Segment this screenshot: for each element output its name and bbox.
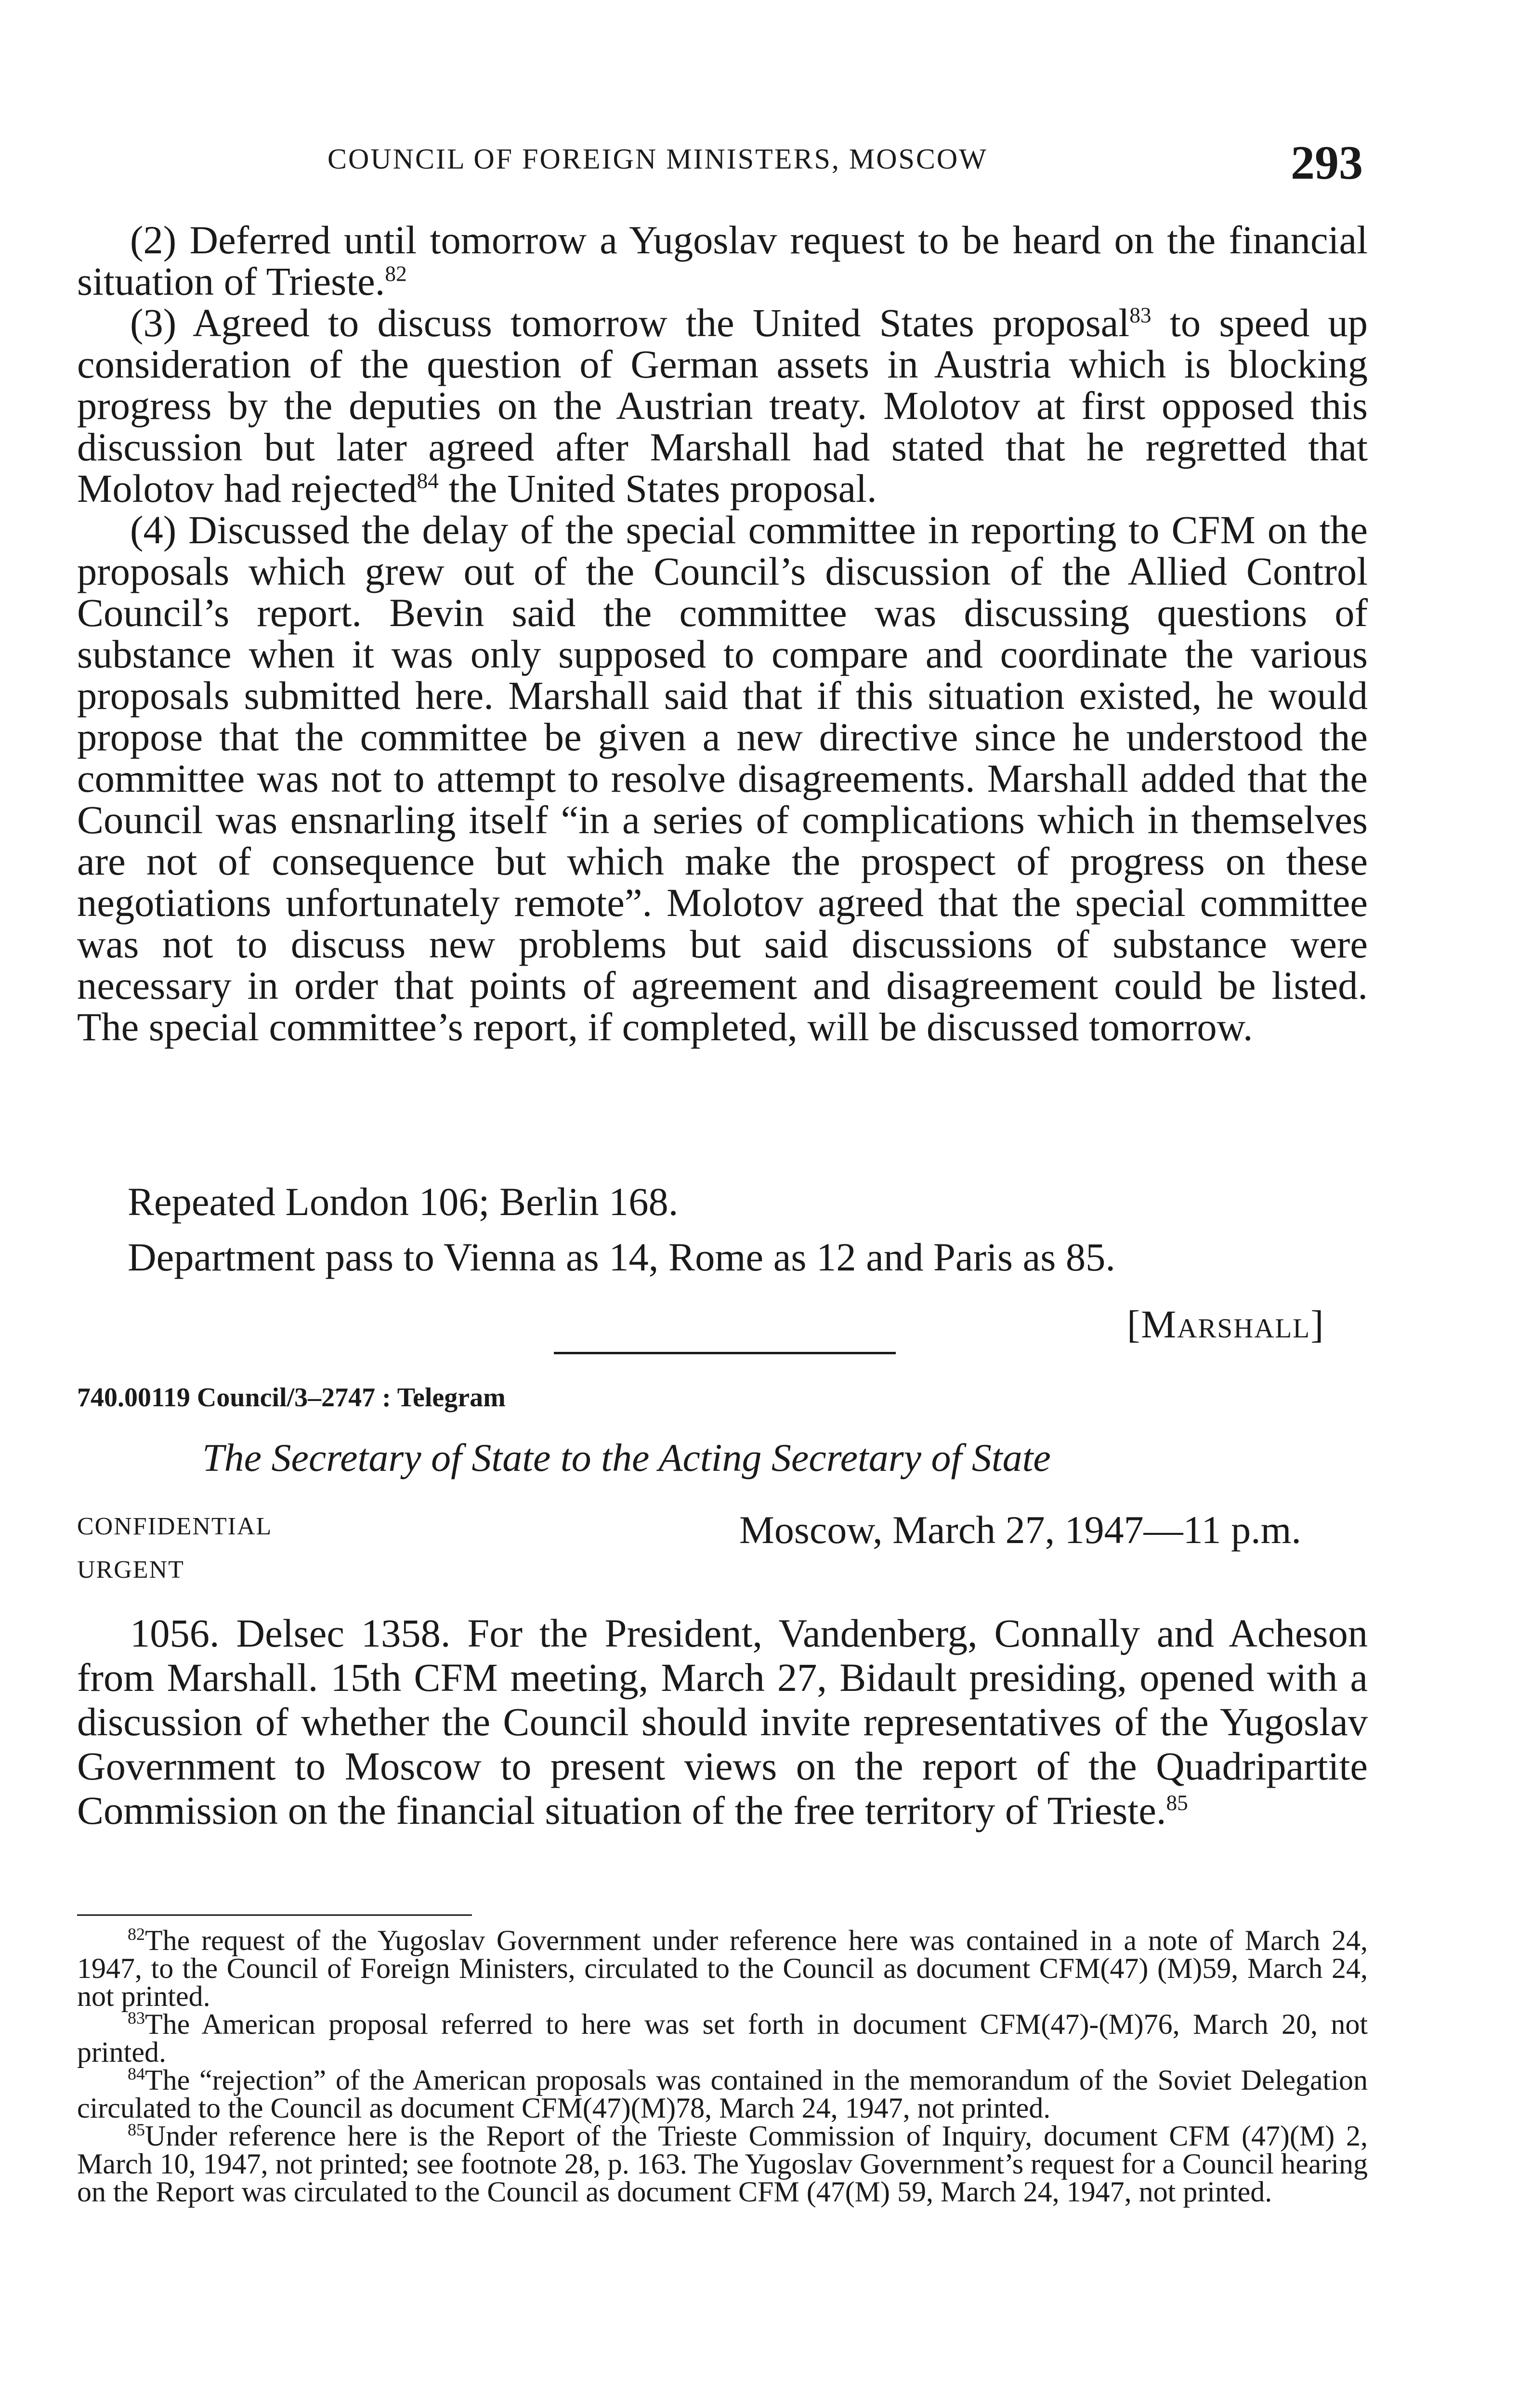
footnote-ref-85: 85 <box>1166 1791 1188 1815</box>
document-title: The Secretary of State to the Acting Secretary of State <box>202 1436 1051 1479</box>
telegram-paragraph: 1056. Delsec 1358. For the President, Vandenberg, Connally and Acheson from Marshall. 15th CFM meeting, March 27, Bidault presiding, opened with a discussion of whether the Council should invite representatives of the Yugoslav Government to Moscow to present views on the report of the Quadripartite Commission on the financial situation of the free territory of Trieste.$^{85}$ <box>77 1611 1368 1832</box>
paragraph-4: (4) Discussed the delay of the special committee in reporting to CFM on the proposals which grew out of the Council’s discussion of the Allied Control Council’s report. Bevin said the committee was discussing questions of substance when it was only supposed to compare and coordinate the various proposals submitted here. Marshall said that if this situation existed, he would propose that the committee be given a new directive since he understood the committee was not to attempt to resolve disagreements. Marshall added that the Council was ensnarling itself “in a series of complications which in themselves are not of consequence but which make the prospect of progress on these negotiations unfortunately remote”. Molotov agreed that the special committee was not to discuss new problems but said discussions of substance were necessary in order that points of agreement and disagreement could be listed. The special committee’s report, if completed, will be discussed tomorrow. <box>77 508 1368 1049</box>
signature: [Marshall] <box>1127 1302 1325 1346</box>
running-head: COUNCIL OF FOREIGN MINISTERS, MOSCOW <box>327 143 988 175</box>
paragraph-3: (3) Agreed to discuss tomorrow the United States proposal$^{83}$ to speed up consideration of the question of German assets in Austria which is blocking progress by the deputies on the Austrian treaty. Molotov at first opposed this discussion but later agreed after Marshall had stated that he regretted that Molotov had rejected$^{84}$ the United States proposal. <box>77 301 1368 510</box>
footnote-85: $^{85}$Under reference here is the Report of the Trieste Commission of Inquiry, document CFM (47)(M) 2, March 10, 1947, not printed; see footnote 28, p. 163. The Yugoslav Government’s request for a Council hearing on the Report was circulated to the Council as document CFM (47(M) 59, March 24, 1947, not printed. <box>77 2120 1368 2208</box>
paragraph-2: (2) Deferred until tomorrow a Yugoslav request to be heard on the financial situation of Trieste.$^{82}$ <box>77 218 1368 303</box>
section-divider <box>554 1352 896 1354</box>
footnote-83: $^{83}$The American proposal referred to here was set forth in document CFM(47)-(M)76, March 20, not printed. <box>77 2008 1368 2068</box>
classification-confidential: CONFIDENTIAL <box>77 1513 273 1540</box>
department-line: Department pass to Vienna as 14, Rome as 12 and Paris as 85. <box>128 1235 1116 1279</box>
footnote-ref-84: 84 <box>417 469 439 493</box>
dateline: Moscow, March 27, 1947—11 p.m. <box>739 1508 1301 1552</box>
footnote-82: $^{82}$The request of the Yugoslav Government under reference here was contained in a note of March 24, 1947, to the Council of Foreign Ministers, circulated to the Council as document CFM(47) (M)59, March 24, not printed. <box>77 1924 1368 2012</box>
footnote-84: $^{84}$The “rejection” of the American proposals was contained in the memorandum of the Soviet Delegation circulated to the Council as document CFM(47)(M)78, March 24, 1947, not printed. <box>77 2064 1368 2124</box>
repeated-line: Repeated London 106; Berlin 168. <box>128 1179 679 1224</box>
footnote-divider <box>77 1914 472 1916</box>
footnote-ref-82: 82 <box>385 262 407 286</box>
file-reference: 740.00119 Council/3–2747 : Telegram <box>77 1383 506 1413</box>
footnote-ref-83: 83 <box>1129 303 1152 327</box>
classification-urgent: URGENT <box>77 1556 184 1584</box>
telegram-body <box>77 1611 1368 1832</box>
upper-paragraphs <box>77 219 1368 1047</box>
page-number: 293 <box>1291 136 1363 189</box>
footnotes <box>77 1926 1368 2206</box>
